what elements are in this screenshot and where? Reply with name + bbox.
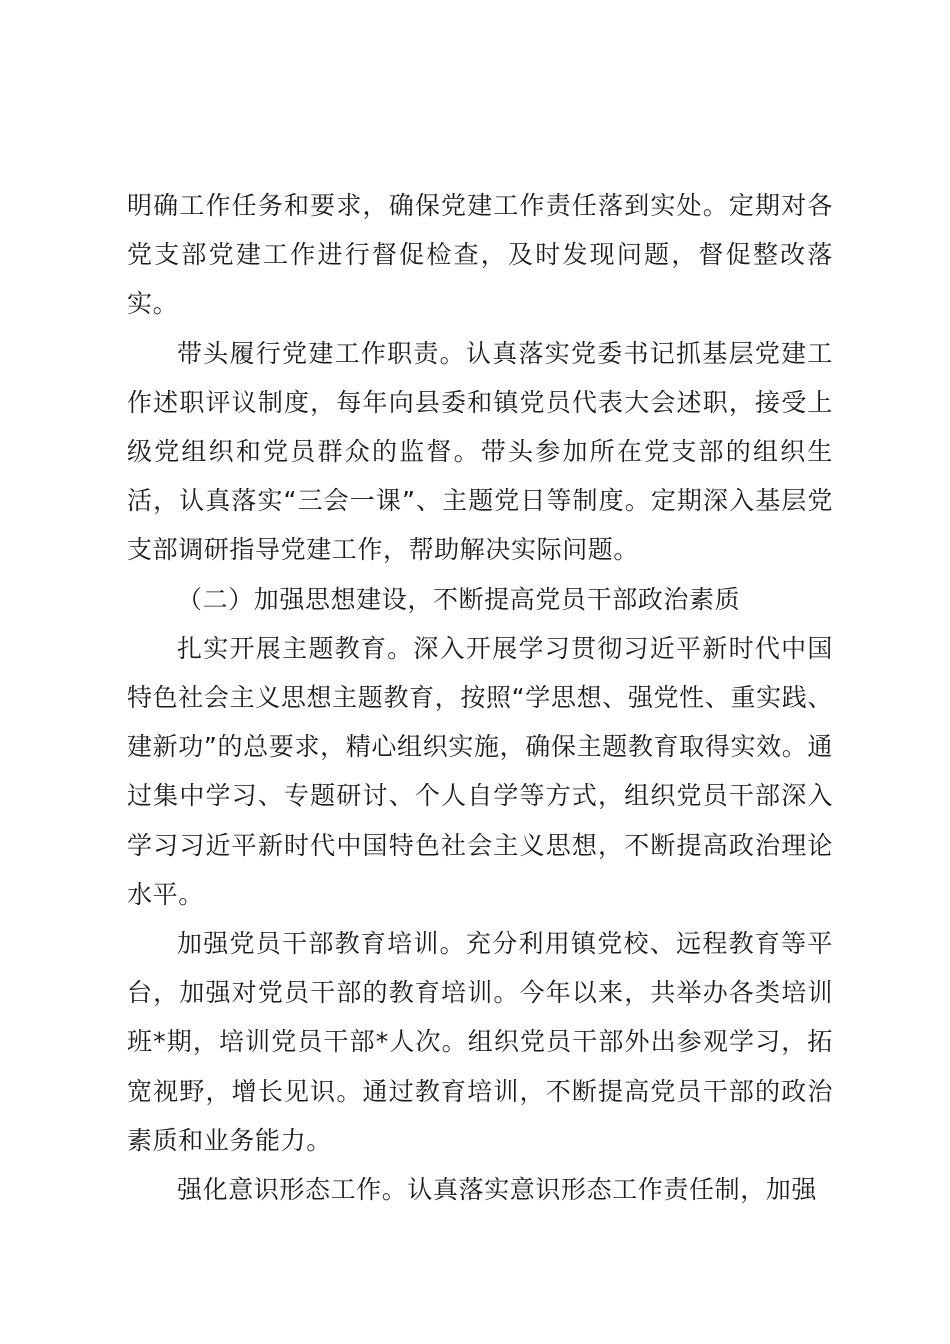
- document-body: [127, 181, 833, 1214]
- paragraph-continuation: 明确工作任务和要求，确保党建工作责任落到实处。定期对各党支部党建工作进行督促检查，及时发现问题，督促整改落实。: [127, 191, 833, 319]
- paragraph-party-building-duty: 带头履行党建工作职责。认真落实党委书记抓基层党建工作述职评议制度，每年向县委和镇党员代表大会述职，接受上级党组织和党员群众的监督。带头参加所在党支部的组织生活，认真落实“三会一课”、主题党日等制度。定期深入基层党支部调研指导党建工作，帮助解决实际问题。: [127, 338, 833, 565]
- paragraph-cadre-training: 加强党员干部教育培训。充分利用镇党校、远程教育等平台，加强对党员干部的教育培训。今年以来，共举办各类培训班*期，培训党员干部*人次。组织党员干部外出参观学习，拓宽视野，增长见识。通过教育培训，不断提高党员干部的政治素质和业务能力。: [127, 929, 833, 1155]
- paragraph-theme-education: 扎实开展主题教育。深入开展学习贯彻习近平新时代中国特色社会主义思想主题教育，按照“学思想、强党性、重实践、建新功”的总要求，精心组织实施，确保主题教育取得实效。通过集中学习、专题研讨、个人自学等方式，组织党员干部深入学习习近平新时代中国特色社会主义思想，不断提高政治理论水平。: [127, 633, 833, 909]
- paragraph-ideology-work: 强化意识形态工作。认真落实意识形态工作责任制，加强: [177, 1175, 818, 1205]
- section-heading-ideological-building: （二）加强思想建设，不断提高党员干部政治素质: [177, 584, 741, 614]
